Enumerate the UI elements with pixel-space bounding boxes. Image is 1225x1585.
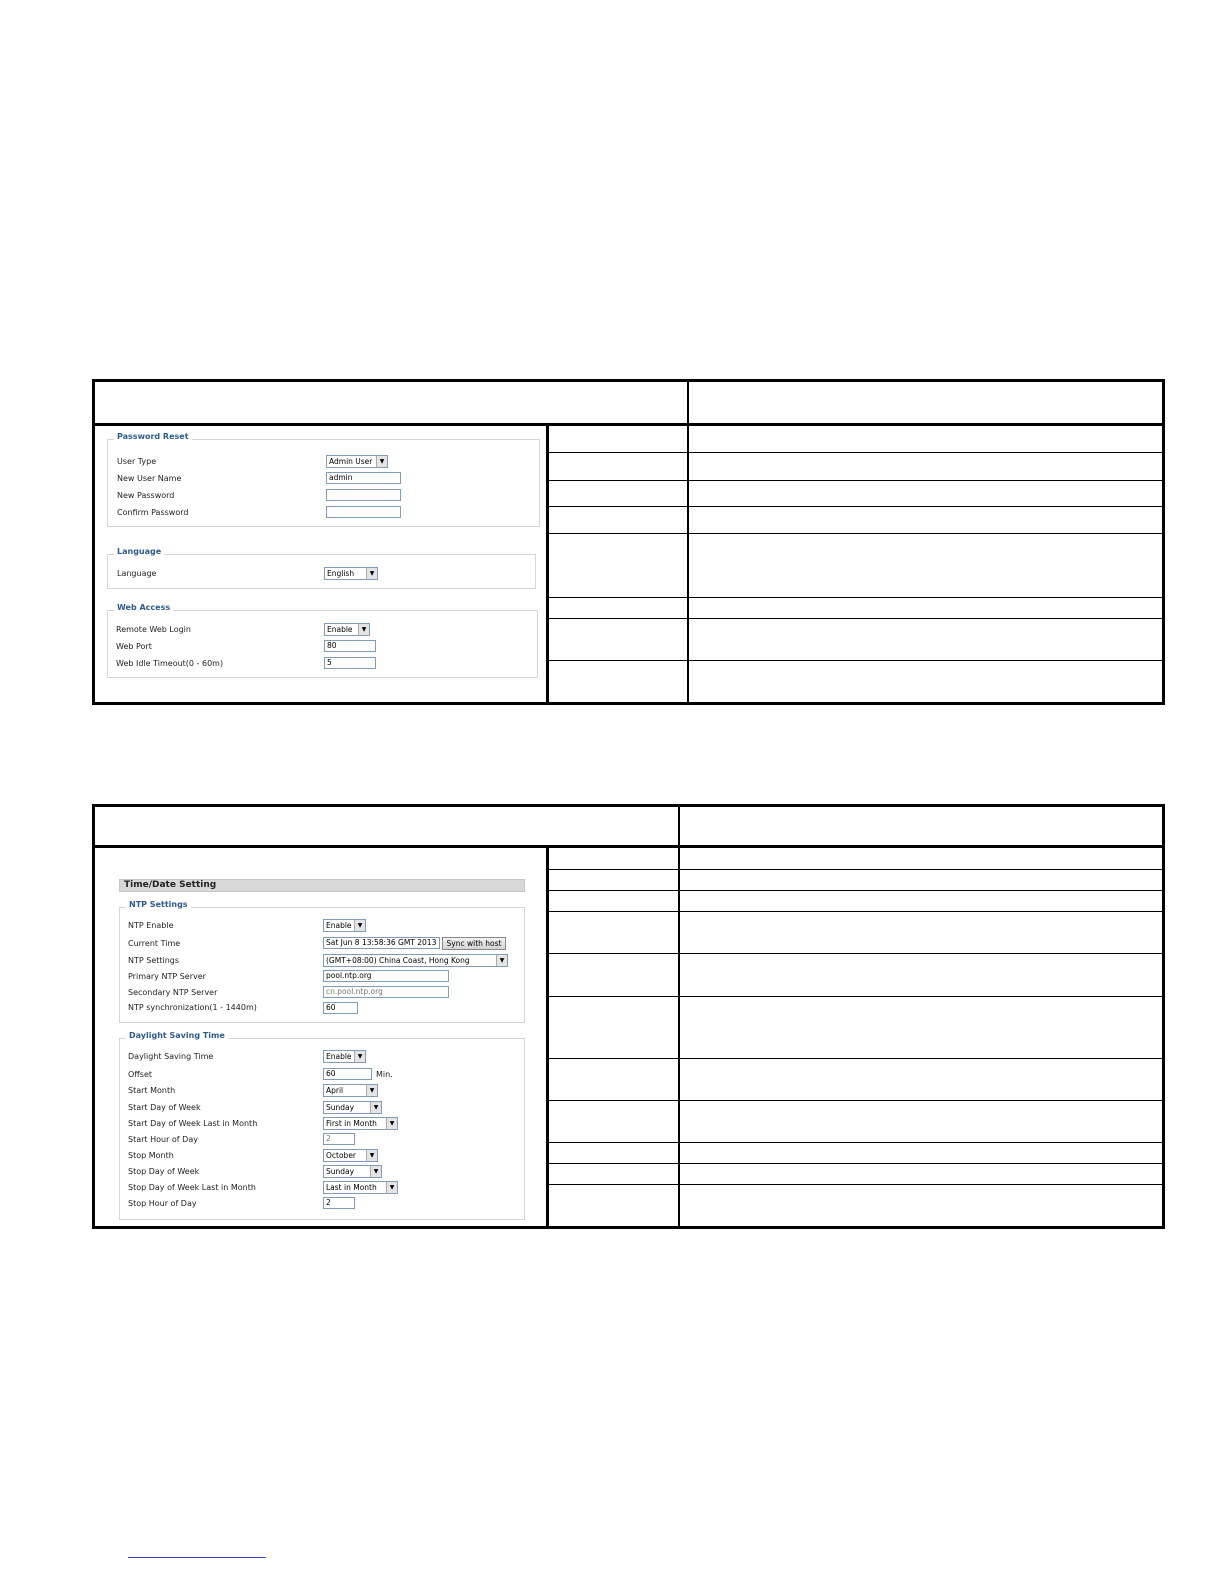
- stop-dow-last-label: Stop Day of Week Last in Month: [128, 1183, 256, 1192]
- web-idle-timeout-input[interactable]: 5: [324, 657, 376, 669]
- start-month-label: Start Month: [128, 1086, 176, 1095]
- start-day-of-week-value: Sunday: [326, 1103, 355, 1112]
- chevron-down-icon: ▼: [386, 1118, 397, 1129]
- time-date-screenshot: [92, 845, 549, 1229]
- table1-row-rule: [547, 597, 1163, 598]
- offset-input[interactable]: 60: [323, 1068, 372, 1080]
- start-dow-last-value: First in Month: [326, 1119, 377, 1128]
- table2-row-rule: [547, 1100, 1163, 1101]
- remote-web-login-select[interactable]: [324, 623, 370, 636]
- web-settings-screenshot: [92, 423, 549, 705]
- language-group: [107, 547, 536, 589]
- web-port-label: Web Port: [116, 642, 152, 651]
- table1-row-rule: [547, 660, 1163, 661]
- table1-row-rule: [547, 618, 1163, 619]
- table2-row-rule: [547, 911, 1163, 912]
- web-access-group: [107, 603, 538, 678]
- stop-dow-last-value: Last in Month: [326, 1183, 377, 1192]
- table2-row-rule: [547, 1163, 1163, 1164]
- ntp-enable-label: NTP Enable: [128, 921, 174, 930]
- primary-ntp-server-label: Primary NTP Server: [128, 972, 206, 981]
- ntp-sync-interval-input[interactable]: 60: [323, 1002, 358, 1014]
- table2-row-rule: [547, 1058, 1163, 1059]
- language-select[interactable]: [324, 567, 378, 580]
- user-type-value: Admin User: [329, 457, 373, 466]
- chevron-down-icon: ▼: [386, 1182, 397, 1193]
- offset-label: Offset: [128, 1070, 153, 1079]
- confirm-password-label: Confirm Password: [117, 508, 189, 517]
- primary-ntp-server-input[interactable]: pool.ntp.org: [323, 970, 449, 982]
- start-month-value: April: [326, 1086, 344, 1095]
- stop-hour-input[interactable]: 2: [323, 1197, 355, 1209]
- sync-with-host-button[interactable]: Sync with host: [442, 937, 506, 950]
- new-password-input[interactable]: [326, 489, 401, 501]
- table2-row-rule: [547, 953, 1163, 954]
- language-label: Language: [117, 569, 157, 578]
- chevron-down-icon: ▼: [366, 1085, 377, 1096]
- time-date-title: Time/Date Setting: [119, 879, 525, 892]
- user-type-label: User Type: [117, 457, 157, 466]
- ntp-settings-legend: NTP Settings: [126, 900, 191, 909]
- chevron-down-icon: ▼: [354, 920, 365, 931]
- table2-row-rule: [547, 1184, 1163, 1185]
- stop-day-of-week-label: Stop Day of Week: [128, 1167, 200, 1176]
- dst-enable-label: Daylight Saving Time: [128, 1052, 214, 1061]
- remote-web-login-label: Remote Web Login: [116, 625, 191, 634]
- chevron-down-icon: ▼: [376, 456, 387, 467]
- chevron-down-icon: ▼: [496, 955, 507, 966]
- chevron-down-icon: ▼: [366, 568, 377, 579]
- ntp-timezone-select[interactable]: [323, 954, 508, 967]
- stop-dow-last-select[interactable]: [323, 1181, 398, 1194]
- table2-row-rule: [547, 890, 1163, 891]
- dst-enable-select[interactable]: [323, 1050, 366, 1063]
- secondary-ntp-server-input[interactable]: cn.pool.ntp.org: [323, 986, 449, 998]
- ntp-enable-value: Enable: [326, 921, 352, 930]
- web-idle-timeout-label: Web Idle Timeout(0 - 60m): [116, 659, 224, 668]
- table1-column-divider: [687, 381, 689, 703]
- user-type-select[interactable]: [326, 455, 388, 468]
- chevron-down-icon: ▼: [354, 1051, 365, 1062]
- new-user-name-input[interactable]: admin: [326, 472, 401, 484]
- ntp-timezone-value: (GMT+08:00) China Coast, Hong Kong: [326, 956, 470, 965]
- chevron-down-icon: ▼: [358, 624, 369, 635]
- offset-unit: Min.: [376, 1070, 393, 1079]
- daylight-saving-legend: Daylight Saving Time: [126, 1031, 228, 1040]
- table2-row-rule: [547, 869, 1163, 870]
- confirm-password-input[interactable]: [326, 506, 401, 518]
- start-dow-last-label: Start Day of Week Last in Month: [128, 1119, 258, 1128]
- chevron-down-icon: ▼: [366, 1150, 377, 1161]
- start-hour-label: Start Hour of Day: [128, 1135, 198, 1144]
- start-dow-last-select[interactable]: [323, 1117, 398, 1130]
- stop-month-select[interactable]: [323, 1149, 378, 1162]
- password-reset-group: [107, 432, 540, 527]
- language-value: English: [327, 569, 355, 578]
- table2-row-rule: [547, 996, 1163, 997]
- start-hour-input[interactable]: 2: [323, 1133, 355, 1145]
- ntp-settings-group: [119, 900, 525, 1023]
- stop-day-of-week-value: Sunday: [326, 1167, 355, 1176]
- footer-link-underline[interactable]: [128, 1557, 266, 1558]
- stop-month-value: October: [326, 1151, 357, 1160]
- table1-row-rule: [547, 452, 1163, 453]
- stop-hour-label: Stop Hour of Day: [128, 1199, 197, 1208]
- new-user-name-label: New User Name: [117, 474, 182, 483]
- ntp-settings-label: NTP Settings: [128, 956, 180, 965]
- current-time-label: Current Time: [128, 939, 181, 948]
- ntp-enable-select[interactable]: [323, 919, 366, 932]
- password-reset-legend: Password Reset: [114, 432, 192, 441]
- web-port-input[interactable]: 80: [324, 640, 376, 652]
- current-time-input[interactable]: Sat Jun 8 13:58:36 GMT 2013: [323, 937, 440, 949]
- secondary-ntp-server-label: Secondary NTP Server: [128, 988, 218, 997]
- table1-row-rule: [547, 480, 1163, 481]
- start-month-select[interactable]: [323, 1084, 378, 1097]
- start-day-of-week-label: Start Day of Week: [128, 1103, 201, 1112]
- table1-row-rule: [547, 533, 1163, 534]
- chevron-down-icon: ▼: [370, 1166, 381, 1177]
- web-access-legend: Web Access: [114, 603, 173, 612]
- chevron-down-icon: ▼: [370, 1102, 381, 1113]
- dst-enable-value: Enable: [326, 1052, 352, 1061]
- stop-day-of-week-select[interactable]: [323, 1165, 382, 1178]
- language-legend: Language: [114, 547, 164, 556]
- table2-row-rule: [547, 1142, 1163, 1143]
- new-password-label: New Password: [117, 491, 175, 500]
- table1-row-rule: [547, 506, 1163, 507]
- remote-web-login-value: Enable: [327, 625, 353, 634]
- stop-month-label: Stop Month: [128, 1151, 174, 1160]
- ntp-sync-interval-label: NTP synchronization(1 - 1440m): [128, 1003, 257, 1012]
- start-day-of-week-select[interactable]: [323, 1101, 382, 1114]
- daylight-saving-group: [119, 1031, 525, 1220]
